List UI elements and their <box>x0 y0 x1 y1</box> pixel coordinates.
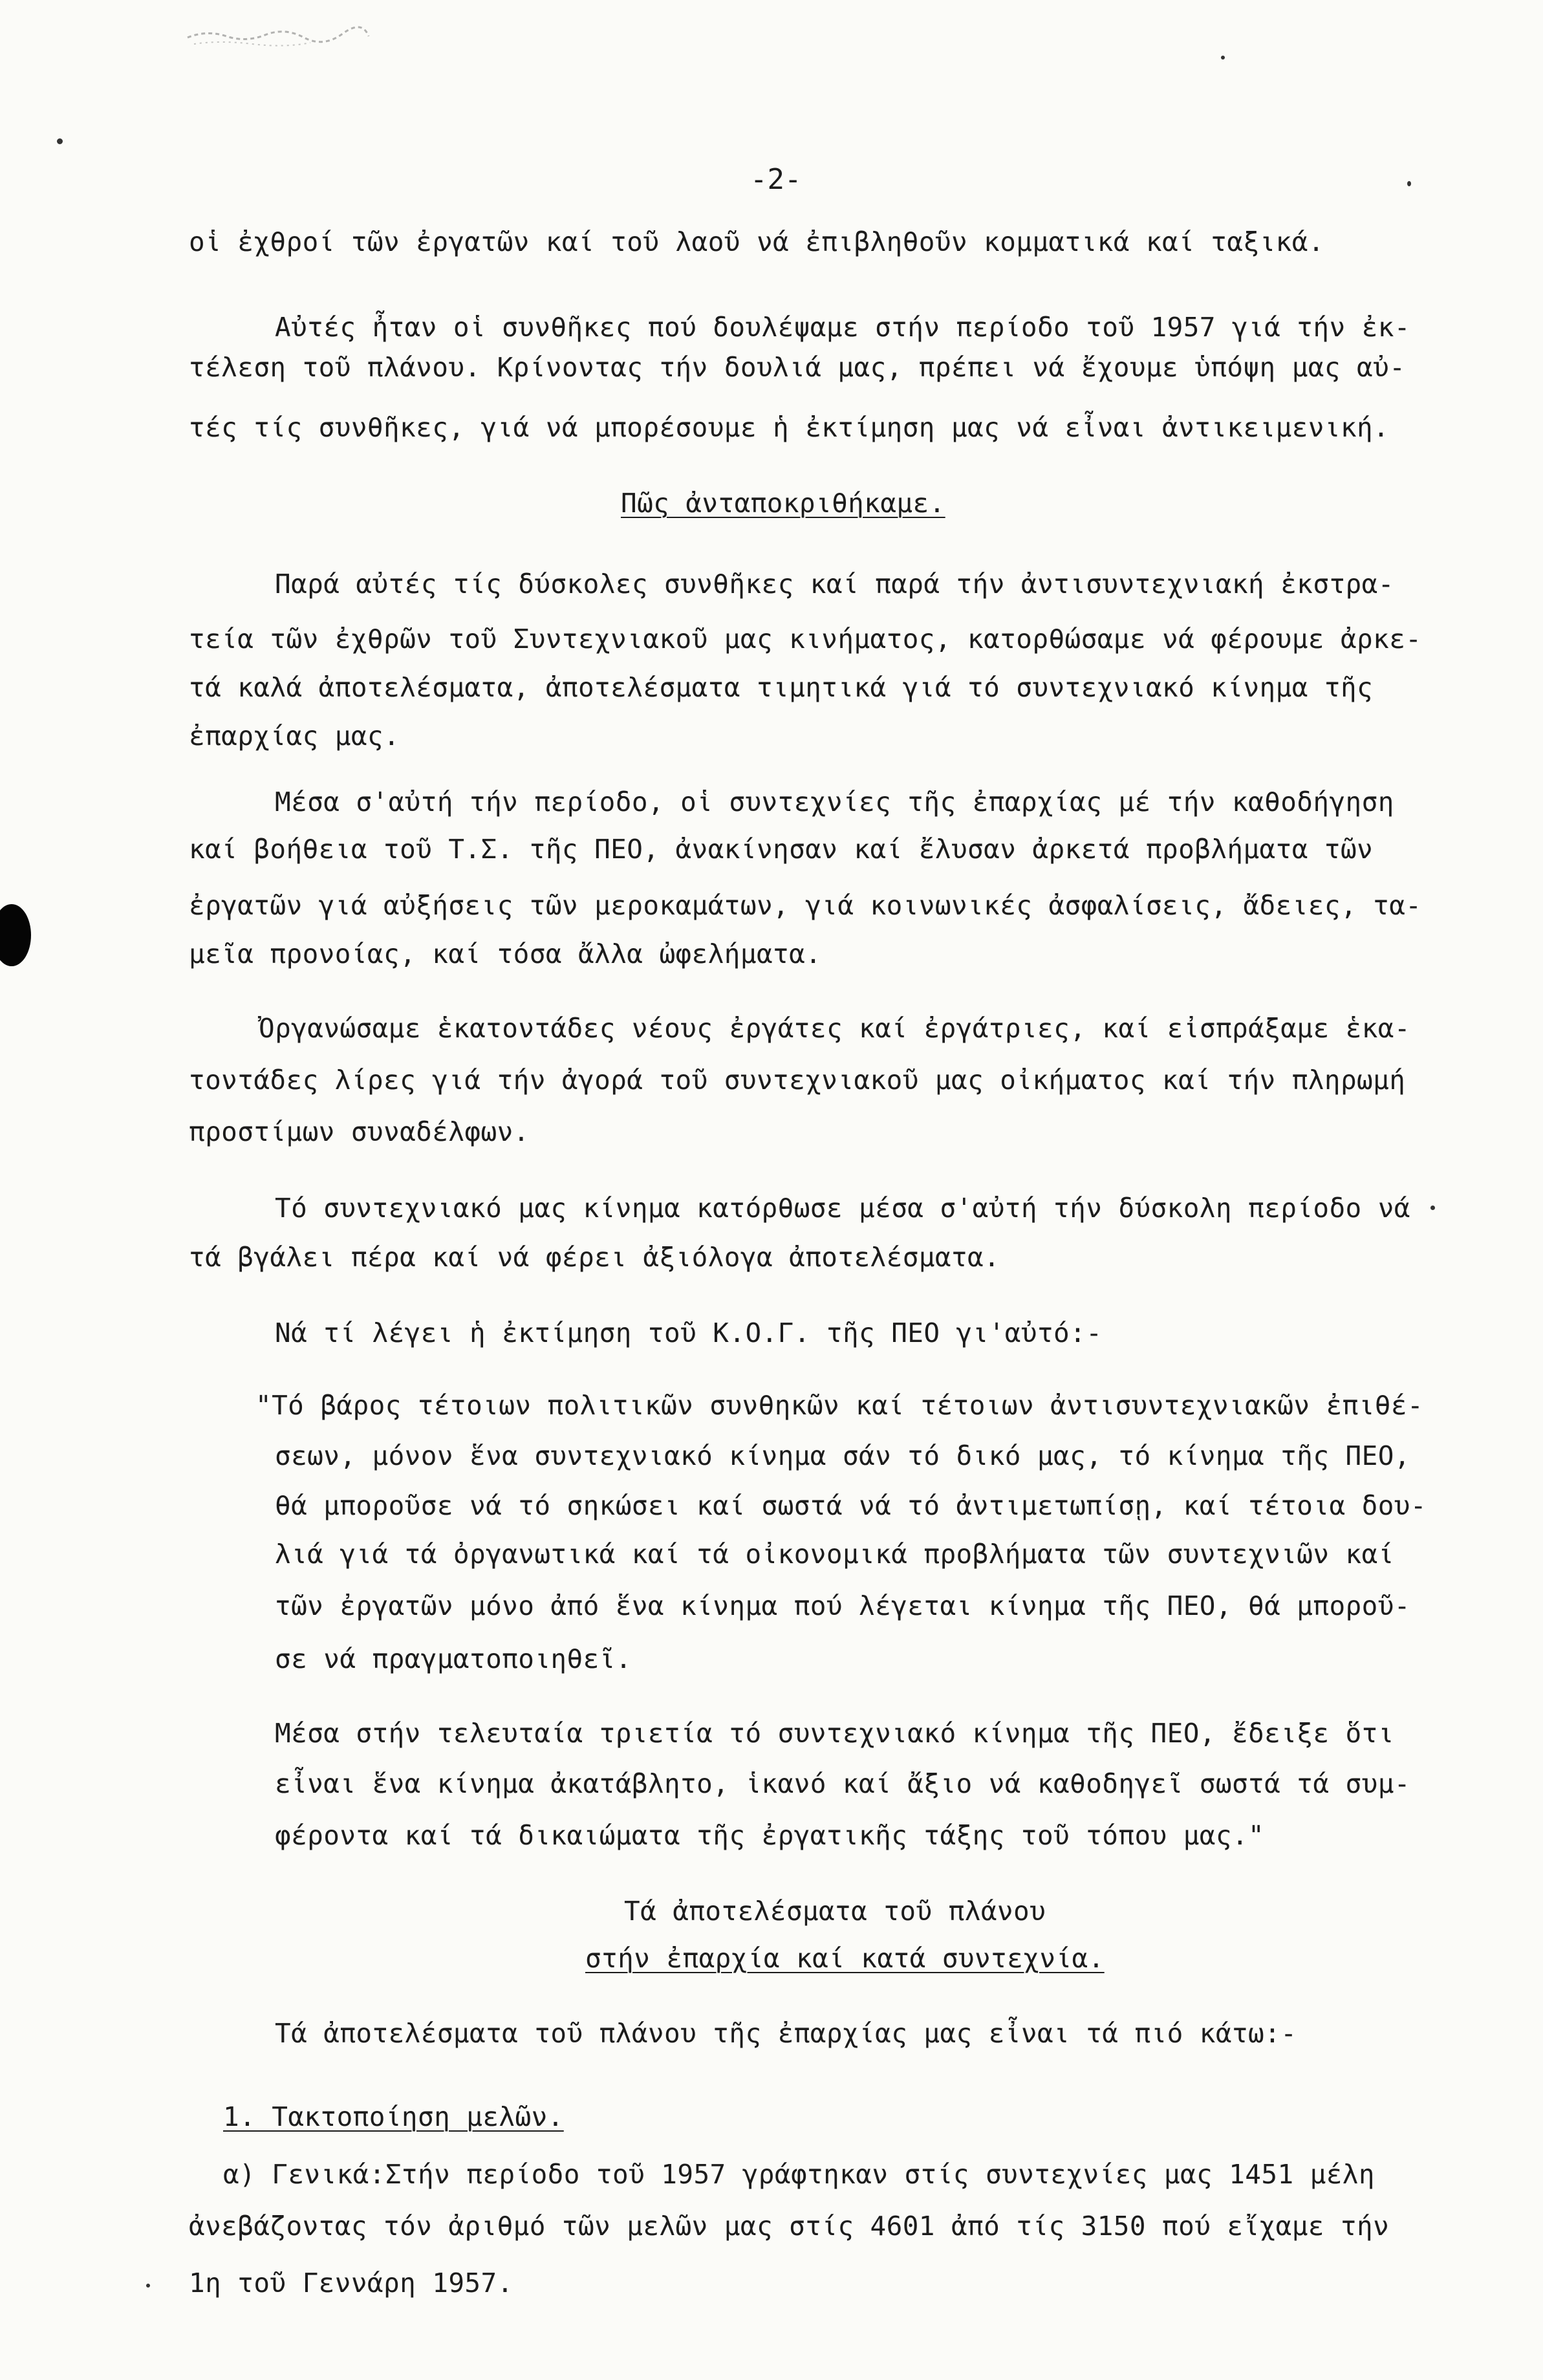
text-line: 1η τοῦ Γεννάρη 1957. <box>189 2267 513 2299</box>
text-line: τά καλά ἀποτελέσματα, ἀποτελέσματα τιμητικά γιά τό συντεχνιακό κίνημα τῆς <box>189 672 1374 703</box>
quote-line: σε νά πραγματοποιηθεῖ. <box>275 1643 632 1674</box>
text-line: Νά τί λέγει ἡ ἐκτίμηση τοῦ Κ.Ο.Γ. τῆς ΠΕΟ γι'αὐτό:- <box>275 1317 1103 1348</box>
text-line: τές τίς συνθῆκες, γιά νά μπορέσουμε ἡ ἐκτίμηση μας νά εἶναι ἀντικειμενική. <box>189 412 1390 443</box>
text-line: ἀνεβάζοντας τόν ἀριθμό τῶν μελῶν μας στίς 4601 ἀπό τίς 3150 πού εἴχαμε τήν <box>189 2211 1390 2242</box>
text-line: τεία τῶν ἐχθρῶν τοῦ Συντεχνιακοῦ μας κινήματος, κατορθώσαμε νά φέρουμε ἀρκε- <box>189 623 1422 654</box>
quote-line: Μέσα στήν τελευταία τριετία τό συντεχνιακό κίνημα τῆς ΠΕΟ, ἔδειξε ὅτι <box>275 1718 1394 1749</box>
speck-mark <box>146 2284 150 2288</box>
speck-mark <box>57 138 63 144</box>
quote-line: σεων, μόνον ἕνα συντεχνιακό κίνημα σάν τό δικό μας, τό κίνημα τῆς ΠΕΟ, <box>275 1440 1410 1471</box>
text-line: Αὐτές ἦταν οἱ συνθῆκες πού δουλέψαμε στήν περίοδο τοῦ 1957 γιά τήν ἐκ- <box>275 312 1410 343</box>
section-heading: Τά ἀποτελέσματα τοῦ πλάνου <box>624 1896 1046 1927</box>
page-number: -2- <box>750 163 802 196</box>
text-line: Παρά αὐτές τίς δύσκολες συνθῆκες καί παρά τήν ἀντισυντεχνιακή ἐκστρα- <box>275 568 1394 600</box>
quote-line: τῶν ἐργατῶν μόνο ἀπό ἕνα κίνημα πού λέγεται κίνημα τῆς ΠΕΟ, θά μποροῦ- <box>275 1590 1410 1621</box>
text-line: τοντάδες λίρες γιά τήν ἀγορά τοῦ συντεχνιακοῦ μας οἰκήματος καί τήν πληρωμή <box>189 1065 1406 1096</box>
header-smudge-mark <box>181 25 375 48</box>
text-line: τά βγάλει πέρα καί νά φέρει ἀξιόλογα ἀποτελέσματα. <box>189 1242 1000 1273</box>
text-line: ἐπαρχίας μας. <box>189 720 400 752</box>
text-line: α) Γενικά:Στήν περίοδο τοῦ 1957 γράφτηκαν στίς συντεχνίες μας 1451 μέλη <box>223 2159 1375 2190</box>
speck-mark <box>1407 181 1411 186</box>
text-line: Μέσα σ'αὐτή τήν περίοδο, οἱ συντεχνίες τῆς ἐπαρχίας μέ τήν καθοδήγηση <box>275 786 1394 817</box>
section-heading: Πῶς ἀνταποκριθήκαμε. <box>621 488 945 519</box>
text-line: Τά ἀποτελέσματα τοῦ πλάνου τῆς ἐπαρχίας μας εἶναι τά πιό κάτω:- <box>275 2018 1297 2049</box>
quote-line: εἶναι ἕνα κίνημα ἀκατάβλητο, ἱκανό καί ἄξιο νά καθοδηγεῖ σωστά τά συμ- <box>275 1768 1410 1799</box>
subsection-heading: 1. Τακτοποίηση μελῶν. <box>223 2101 564 2132</box>
section-heading: στήν ἐπαρχία καί κατά συντεχνία. <box>585 1943 1105 1974</box>
quote-line: "Τό βάρος τέτοιων πολιτικῶν συνθηκῶν καί τέτοιων ἀντισυντεχνιακῶν ἐπιθέ- <box>255 1390 1424 1421</box>
text-line: ἐργατῶν γιά αὐξήσεις τῶν μεροκαμάτων, γιά κοινωνικές ἀσφαλίσεις, ἄδειες, τα- <box>189 890 1422 921</box>
quote-line: φέροντα καί τά δικαιώματα τῆς ἐργατικῆς τάξης τοῦ τόπου μας." <box>275 1820 1265 1851</box>
text-line: προστίμων συναδέλφων. <box>189 1116 530 1147</box>
quote-line: λιά γιά τά ὀργανωτικά καί τά οἰκονομικά προβλήματα τῶν συντεχνιῶν καί <box>275 1539 1394 1570</box>
text-line: καί βοήθεια τοῦ Τ.Σ. τῆς ΠΕΟ, ἀνακίνησαν καί ἔλυσαν ἀρκετά προβλήματα τῶν <box>189 834 1374 865</box>
text-line: μεῖα προνοίας, καί τόσα ἄλλα ὠφελήματα. <box>189 938 822 969</box>
speck-mark <box>1430 1206 1435 1210</box>
text-line: οἱ ἐχθροί τῶν ἐργατῶν καί τοῦ λαοῦ νά ἐπιβληθοῦν κομματικά καί ταξικά. <box>189 226 1324 257</box>
text-line: Τό συντεχνιακό μας κίνημα κατόρθωσε μέσα σ'αὐτή τήν δύσκολη περίοδο νά <box>275 1193 1410 1224</box>
text-line: Ὀργανώσαμε ἑκατοντάδες νέους ἐργάτες καί ἐργάτριες, καί εἰσπράξαμε ἑκα- <box>259 1013 1410 1044</box>
speck-mark <box>1221 56 1225 60</box>
binder-punch-hole <box>0 904 31 966</box>
quote-line: θά μποροῦσε νά τό σηκώσει καί σωστά νά τό ἀντιμετωπίσῃ, καί τέτοια δου- <box>275 1490 1427 1521</box>
text-line: τέλεση τοῦ πλάνου. Κρίνοντας τήν δουλιά μας, πρέπει νά ἔχουμε ὑπόψη μας αὐ- <box>189 352 1406 383</box>
